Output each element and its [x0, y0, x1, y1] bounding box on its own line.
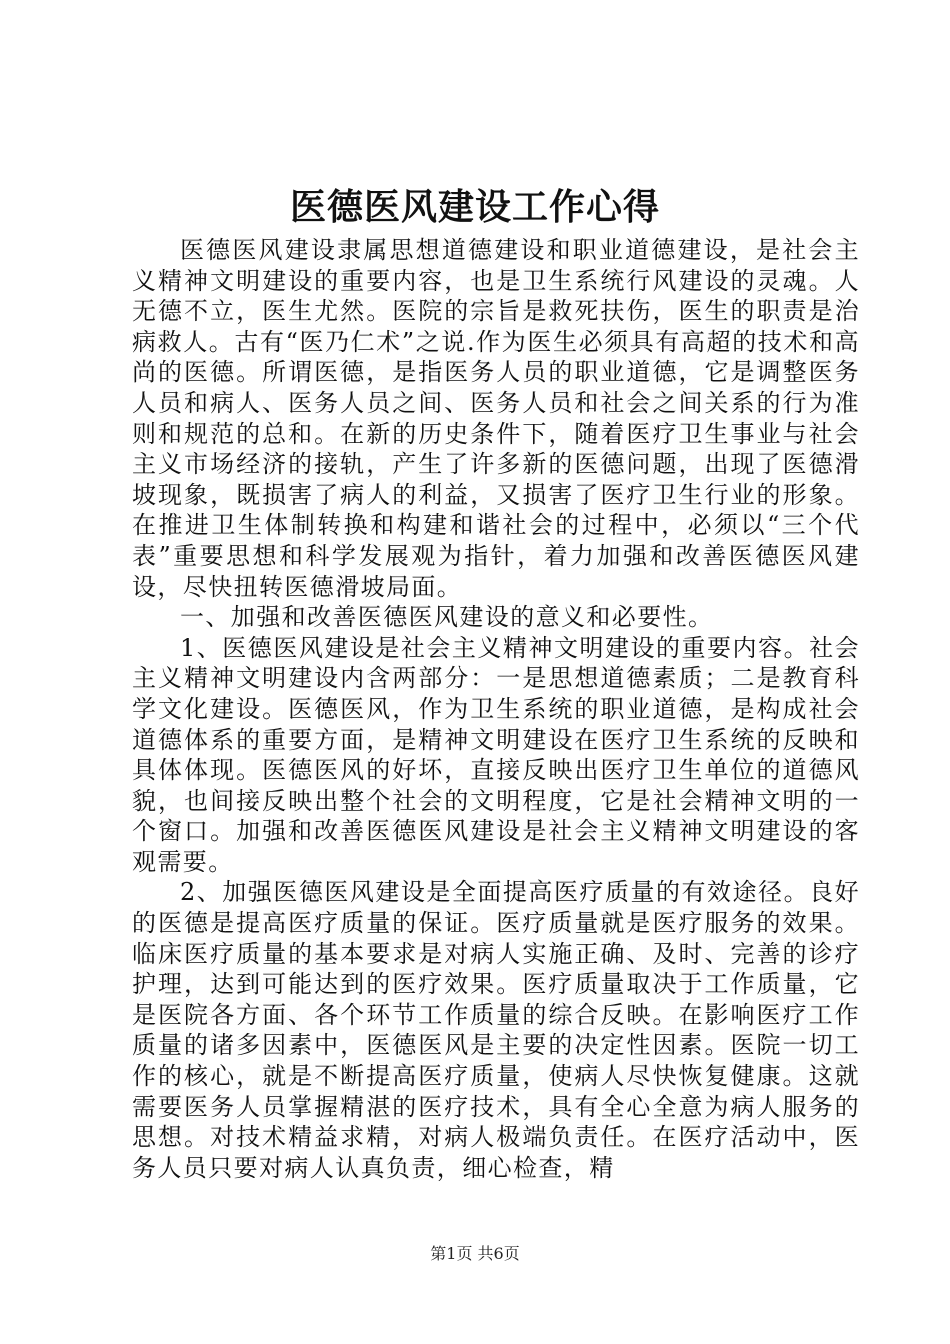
document-title: 医德医风建设工作心得	[289, 187, 660, 228]
intro-paragraph: 医德医风建设隶属思想道德建设和职业道德建设，是社会主义精神文明建设的重要内容，也是卫生系统行风建设的灵魂。人无德不立，医生尤然。医院的宗旨是救死扶伤，医生的职责是治病救人。古有“医乃仁术”之说.作为医生必须具有高超的技术和高尚的医德。所谓医德，是指医务人员的职业道德，它是调整医务人员和病人、医务人员之间、医务人员和社会之间关系的行为准则和规范的总和。在新的历史条件下，随着医疗卫生事业与社会主义市场经济的接轨，产生了许多新的医德问题，出现了医德滑坡现象，既损害了病人的利益，又损害了医疗卫生行业的形象。在推进卫生体制转换和构建和谐社会的过程中，必须以“三个代表”重要思想和科学发展观为指针，着力加强和改善医德医风建设，尽快扭转医德滑坡局面。	[132, 236, 860, 601]
point-1-paragraph: 1、医德医风建设是社会主义精神文明建设的重要内容。社会主义精神文明建设内含两部分：一是思想道德素质；二是教育科学文化建设。医德医风，作为卫生系统的职业道德，是构成社会道德体系的重要方面，是精神文明建设在医疗卫生系统的反映和具体体现。医德医风的好坏，直接反映出医疗卫生单位的道德风貌，也间接反映出整个社会的文明程度，它是社会精神文明的一个窗口。加强和改善医德医风建设是社会主义精神文明建设的客观需要。	[132, 633, 860, 876]
page-number: 第1页 共6页	[430, 1244, 520, 1263]
section-heading: 一、加强和改善医德医风建设的意义和必要性。	[180, 603, 714, 632]
document-body	[132, 235, 860, 1183]
point-2-paragraph: 2、加强医德医风建设是全面提高医疗质量的有效途径。良好的医德是提高医疗质量的保证。医疗质量就是医疗服务的效果。临床医疗质量的基本要求是对病人实施正确、及时、完善的诊疗护理，达到可能达到的医疗效果。医疗质量取决于工作质量，它是医院各方面、各个环节工作质量的综合反映。在影响医疗工作质量的诸多因素中，医德医风是主要的决定性因素。医院一切工作的核心，就是不断提高医疗质量，使病人尽快恢复健康。这就需要医务人员掌握精湛的医疗技术，具有全心全意为病人服务的思想。对技术精益求精，对病人极端负责任。在医疗活动中，医务人员只要对病人认真负责，细心检查，精	[132, 878, 860, 1182]
